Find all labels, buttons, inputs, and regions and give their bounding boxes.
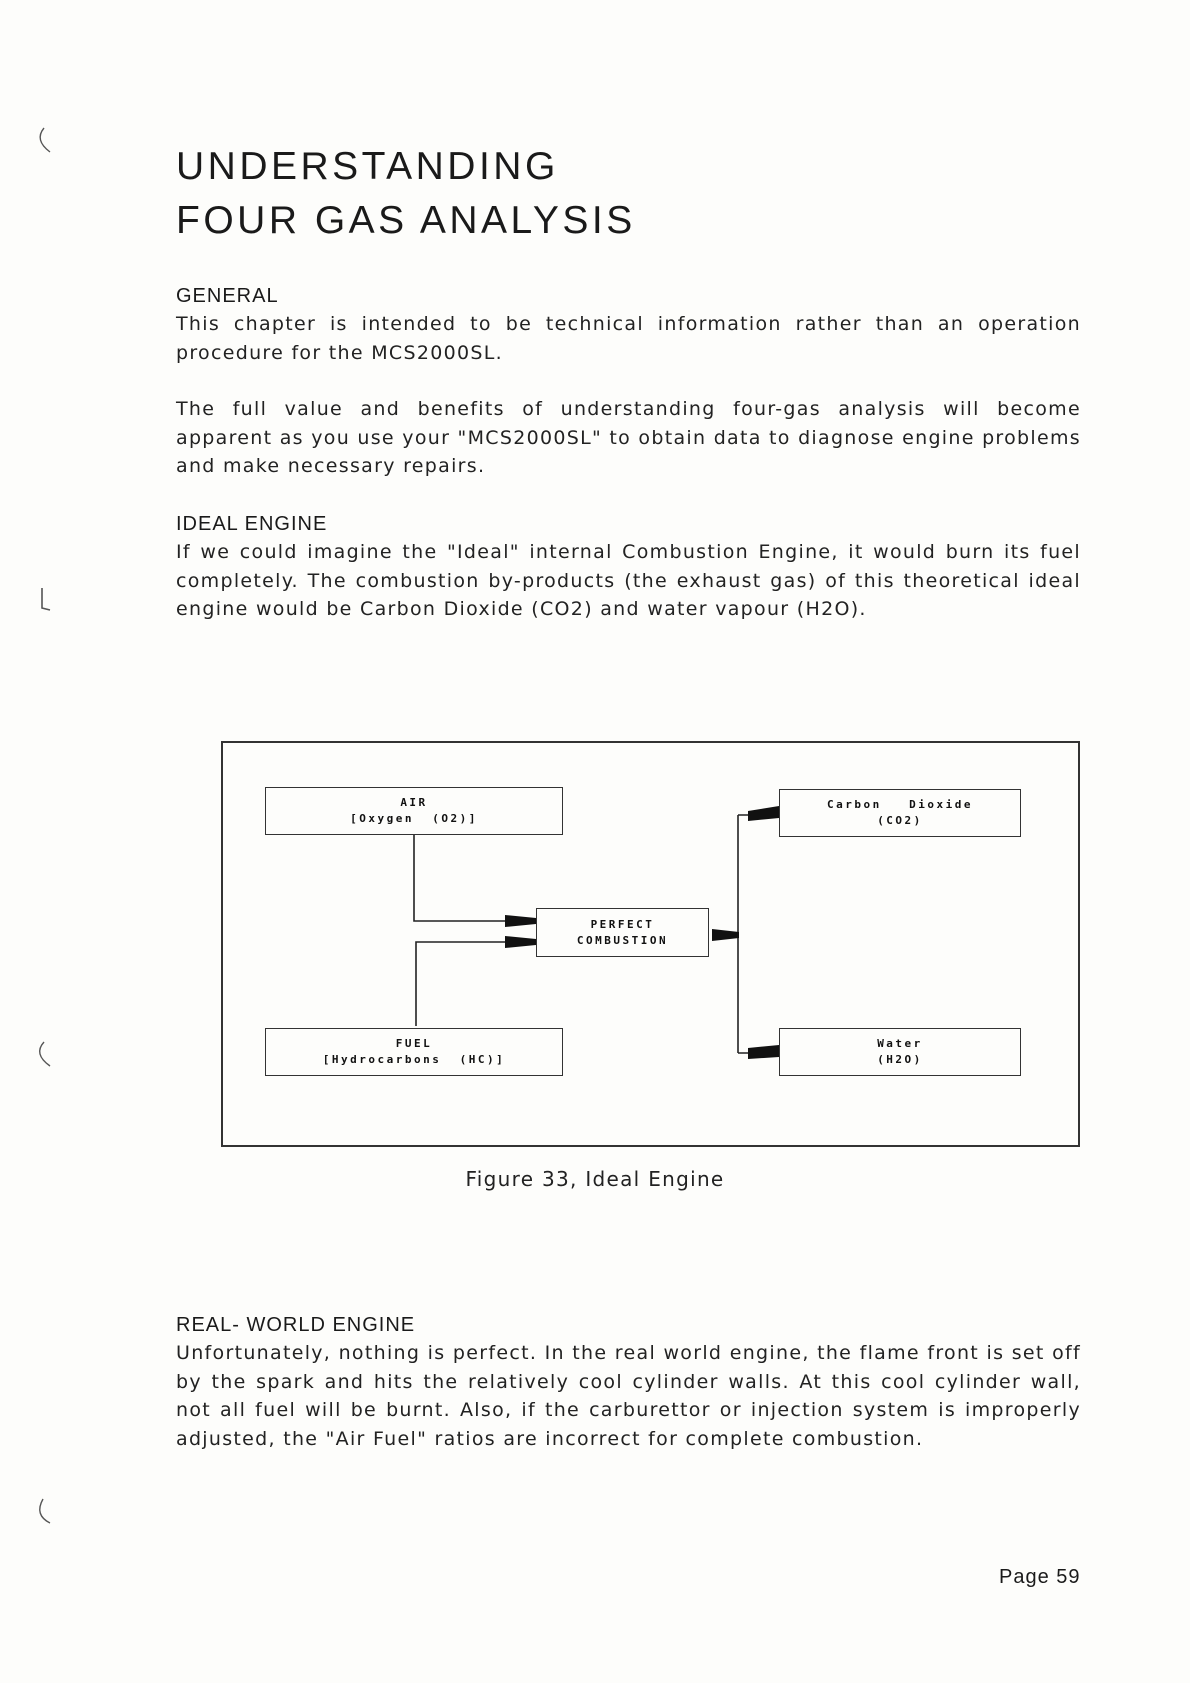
arrow-air-icon <box>505 915 536 927</box>
section-real-world-engine <box>176 1311 1081 1453</box>
page-number: Page 59 <box>999 1566 1081 1588</box>
title-line-2: FOUR GAS ANALYSIS <box>176 199 636 242</box>
general-paragraph-1: This chapter is intended to be technical information rather than an operation procedure for the MCS2000SL. <box>176 313 1081 364</box>
title-line-1: UNDERSTANDING <box>176 145 559 188</box>
binding-mark-icon <box>30 1040 52 1068</box>
section-general <box>176 282 1081 481</box>
ideal-engine-paragraph: If we could imagine the "Ideal" internal Combustion Engine, it would burn its fuel completely. The combustion by-products (the exhaust gas) of this theoretical ideal engine would be Carbon Dioxide (CO2) and water vapour (H2O). <box>176 541 1081 620</box>
binding-mark-icon <box>30 1497 52 1525</box>
water-box-title: Water <box>877 1037 923 1050</box>
fuel-box-title: FUEL <box>395 1037 433 1050</box>
page-title <box>176 140 636 248</box>
fuel-box <box>265 1028 563 1076</box>
air-box-subtitle: [Oxygen (O2)] <box>350 812 478 825</box>
real-world-engine-paragraph: Unfortunately, nothing is perfect. In the real world engine, the flame front is set off by the spark and hits the relatively cool cylinder walls. At this cool cylinder wall, not all fuel will be burnt. Also, if the carburettor or injection system is improperly adjusted, the "Air Fuel" ratios are incorrect for complete combustion. <box>176 1342 1081 1450</box>
general-paragraph-2: The full value and benefits of understanding four-gas analysis will become apparent as you use your "MCS2000SL" to obtain data to diagnose engine problems and make necessary repairs. <box>176 398 1081 477</box>
fuel-box-subtitle: [Hydrocarbons (HC)] <box>322 1053 506 1066</box>
water-box <box>779 1028 1021 1076</box>
section-ideal-engine <box>176 510 1081 624</box>
binding-mark-icon <box>30 586 52 614</box>
arrow-fuel-icon <box>505 936 536 948</box>
section-heading-ideal-engine: IDEAL ENGINE <box>176 513 328 535</box>
combustion-box <box>536 908 709 957</box>
water-box-subtitle: (H2O) <box>877 1053 923 1066</box>
combustion-box-title: PERFECT <box>590 917 655 931</box>
carbon-dioxide-box <box>779 789 1021 837</box>
arrow-co2-icon <box>748 806 779 821</box>
carbon-dioxide-box-title: Carbon Dioxide <box>827 798 973 811</box>
air-box <box>265 787 563 835</box>
section-heading-real-world-engine: REAL- WORLD ENGINE <box>176 1314 416 1336</box>
section-heading-general: GENERAL <box>176 285 279 307</box>
carbon-dioxide-box-subtitle: (CO2) <box>877 814 923 827</box>
figure-ideal-engine <box>221 741 1080 1147</box>
combustion-box-subtitle: COMBUSTION <box>576 933 669 947</box>
arrow-water-icon <box>748 1045 779 1059</box>
figure-caption: Figure 33, Ideal Engine <box>465 1167 725 1191</box>
arrow-combustion-out-icon <box>712 929 739 941</box>
binding-mark-icon <box>30 126 52 154</box>
air-box-title: AIR <box>400 796 428 809</box>
